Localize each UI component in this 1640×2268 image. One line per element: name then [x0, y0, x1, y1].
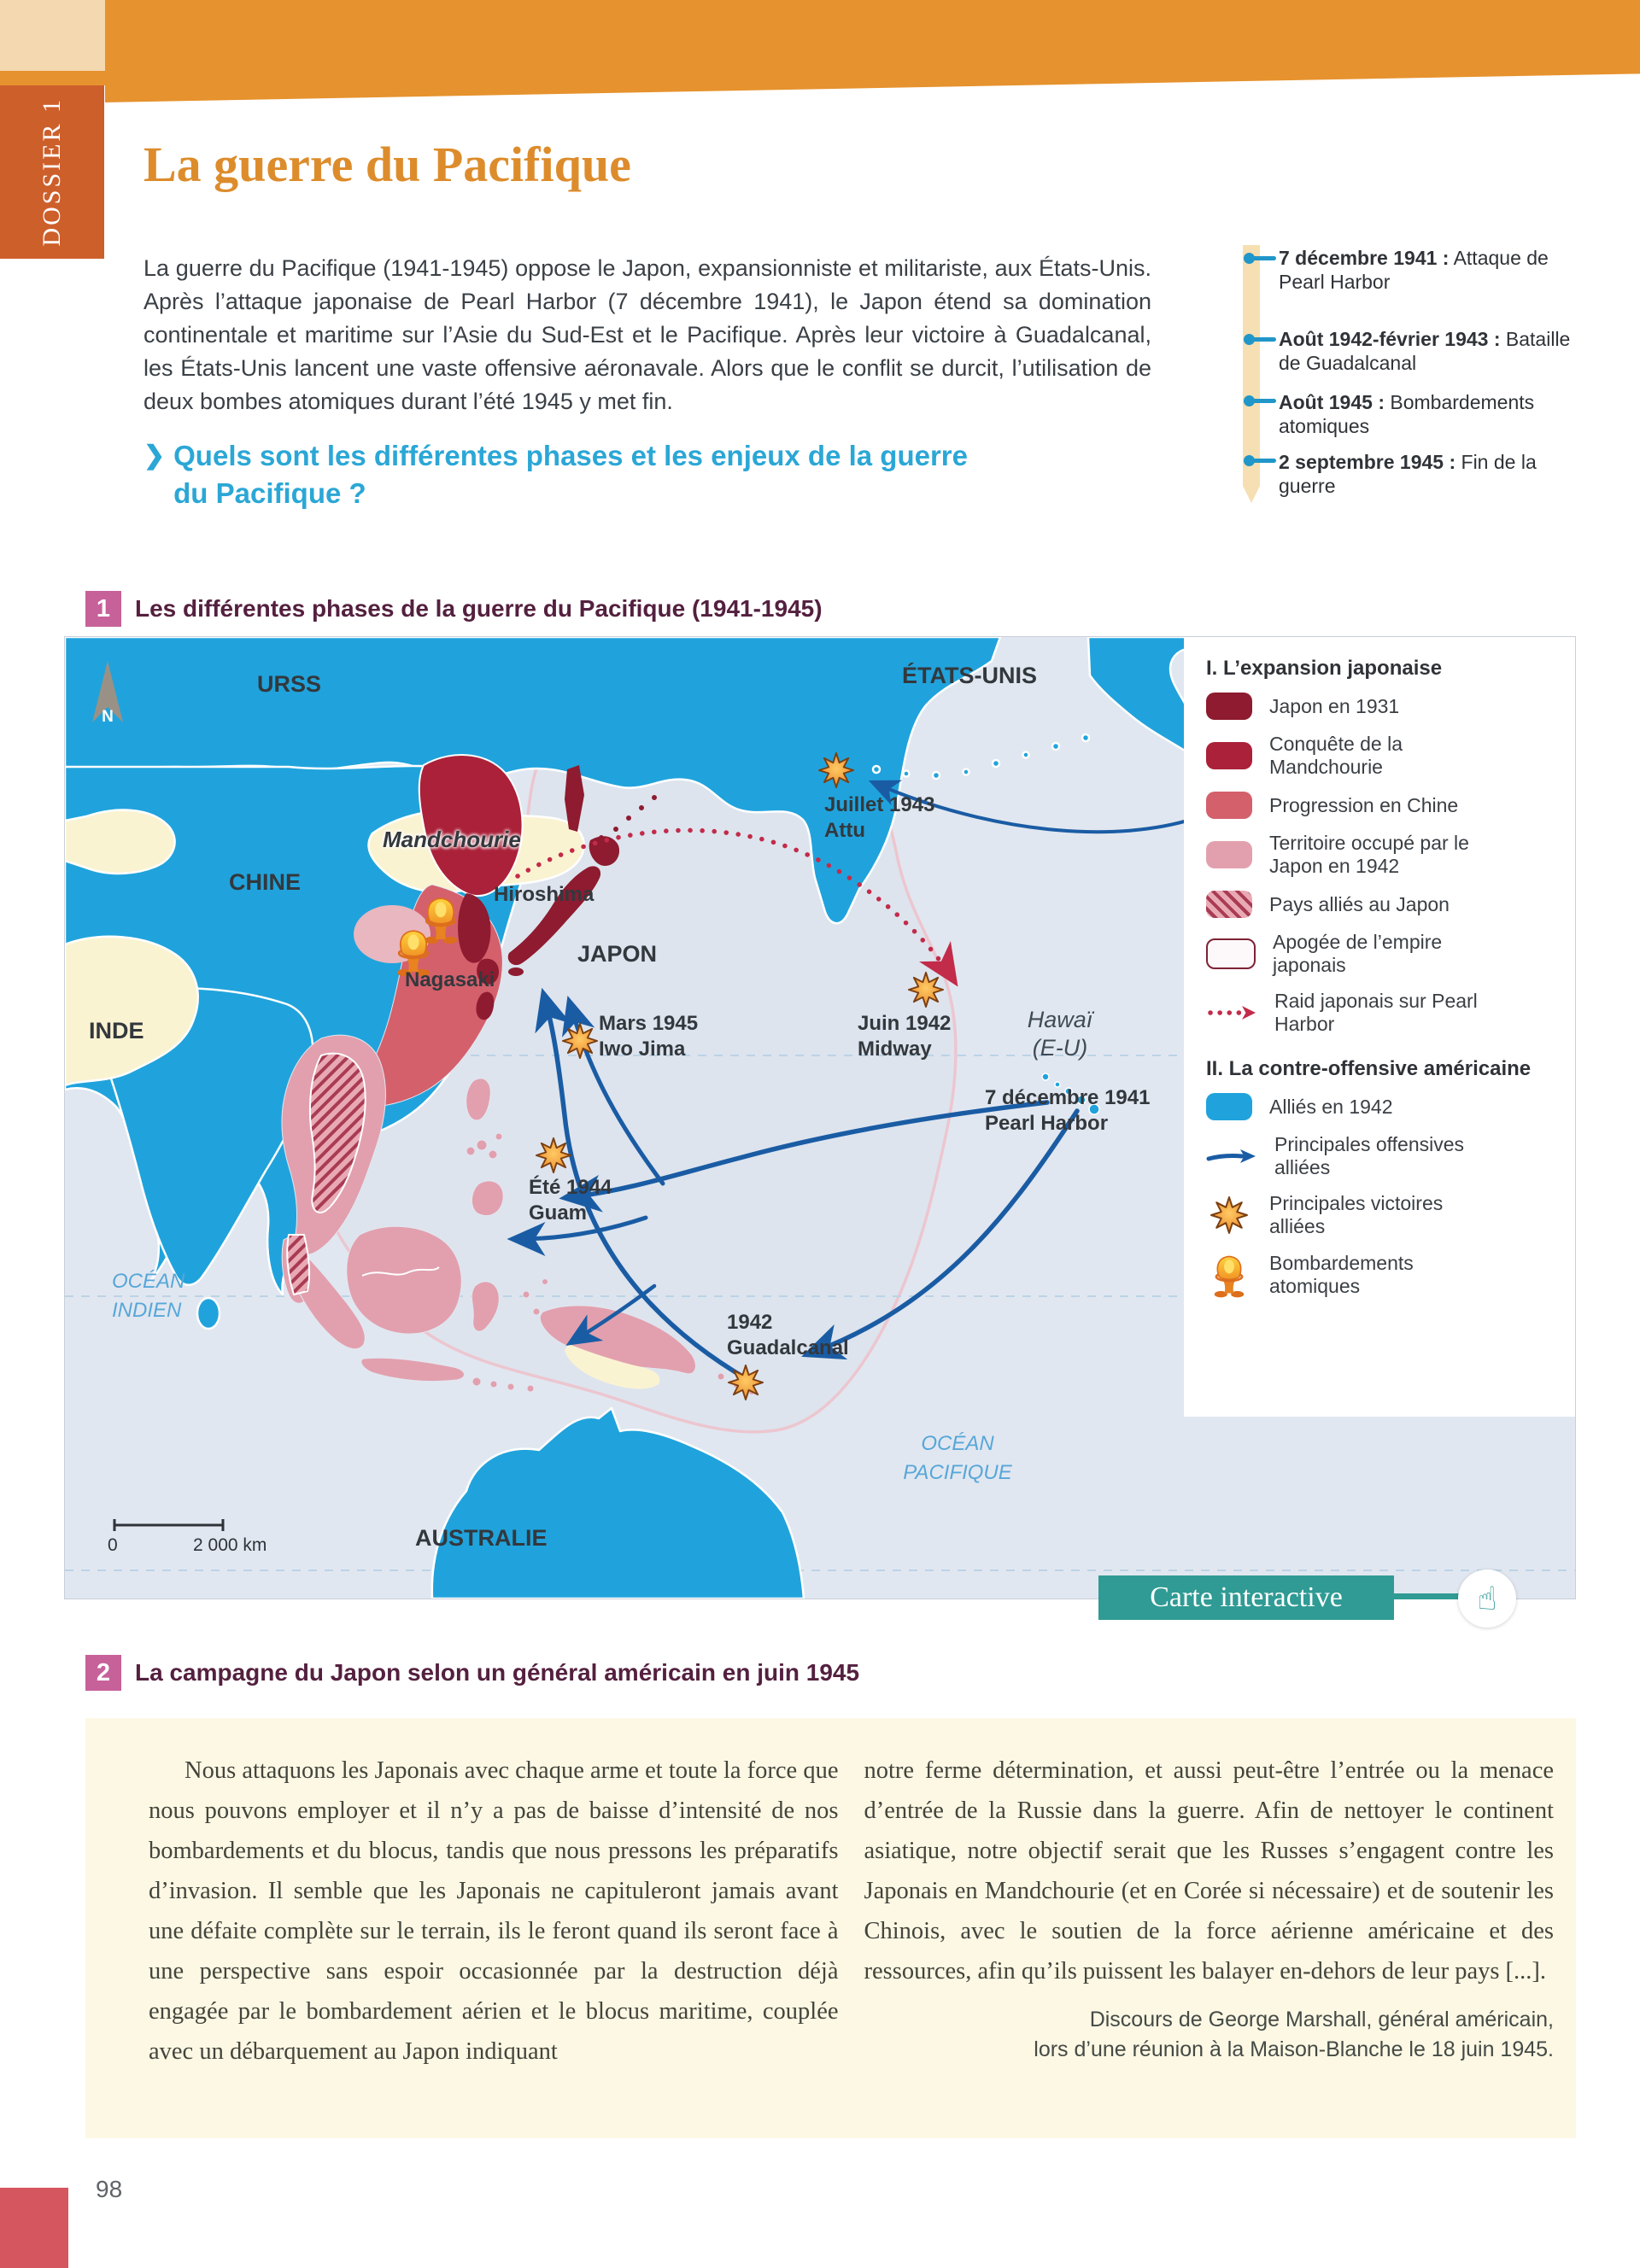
timeline-event [1279, 327, 1586, 375]
timeline-dot [1249, 337, 1276, 342]
timeline-dot [1249, 256, 1276, 260]
timeline-event [1279, 390, 1586, 438]
borneo [347, 1226, 461, 1334]
key-question [144, 437, 1151, 512]
dossier-label: DOSSIER 1 [38, 97, 66, 247]
legend-section2-title: II. La contre-offensive américaine [1206, 1057, 1532, 1080]
interactive-map-button[interactable]: Carte interactive [1098, 1575, 1394, 1620]
blue-offensive-arrow-icon [1206, 1145, 1257, 1167]
timeline-event-date: 7 décembre 1941 : [1279, 247, 1450, 269]
victory-star-attu [819, 753, 853, 787]
page-title: La guerre du Pacifique [144, 136, 631, 192]
question-line-2: du Pacifique ? [173, 477, 366, 509]
timeline-event-text: Bombardements atomiques [1279, 391, 1535, 437]
legend-item: Pays alliés au Japon [1206, 891, 1558, 918]
label-event-pearl-harbor: 7 décembre 1941 Pearl Harbor [985, 1086, 1151, 1135]
timeline-event-date: 2 septembre 1945 : [1279, 451, 1456, 473]
swatch-china-progression [1206, 792, 1252, 819]
scale-bar [114, 1519, 223, 1531]
victory-star-guadalcanal [729, 1365, 763, 1400]
page-number: 98 [96, 2176, 123, 2202]
timeline-event-text: Attaque de Pearl Harbor [1279, 247, 1549, 293]
shikoku [508, 967, 524, 976]
label-mandchourie: Mandchourie [383, 827, 521, 852]
label-hawai [1009, 1006, 1111, 1062]
footer-corner-decoration [0, 2188, 68, 2268]
victory-star-iwo-jima [563, 1024, 597, 1058]
label-australie: AUSTRALIE [415, 1525, 548, 1551]
swatch-allies-1942 [1206, 1093, 1252, 1120]
legend-item: Progression en Chine [1206, 792, 1558, 819]
doc2-title: La campagne du Japon selon un général américain en juin 1945 [135, 1659, 860, 1686]
swatch-manchuria [1206, 742, 1252, 769]
atomic-bomb-hiroshima-icon [425, 898, 457, 944]
legend-section1-title: I. L’expansion japonaise [1206, 657, 1443, 680]
doc1-number-badge: 1 [85, 591, 121, 627]
doc2-heading [85, 1655, 859, 1691]
header-band [105, 0, 1640, 102]
label-hiroshima: Hiroshima [494, 883, 594, 906]
quote-text-1: Nous attaquons les Japonais avec chaque arme et toute la force que nous pouvons employer et il n’y a pas de baisse d’intensité de nos bombardements et du blocus, tandis que nous pressons les préparatifs d’invasion. Il semble que les Japonais ne capituleront jamais avant une défaite complète sur le terrain, ils le feront quand ils seront face à une perspective sans espoir occasionnée par la destruction déjà engagée par le bombardement aérien et le blocus maritime, couplée avec un débarquement au Japon indiquant [149, 1757, 839, 2065]
label-urss: URSS [257, 671, 322, 697]
corner-decoration [0, 0, 105, 71]
legend-item: Alliés en 1942 [1206, 1093, 1558, 1120]
quote-attribution: Discours de George Marshall, général américain, lors d’une réunion à la Maison-Blanche le 18 juin 1945. [1034, 2008, 1554, 2061]
victory-star-icon [1206, 1195, 1252, 1235]
legend-item: Apogée de l’empire japonais [1206, 931, 1558, 977]
timeline-event-date: Août 1942-février 1943 : [1279, 328, 1501, 350]
label-hawai-line1: Hawaï [1027, 1007, 1093, 1032]
marshall-quote-document [85, 1718, 1576, 2138]
legend-item: Bombardements atomiques [1206, 1251, 1558, 1299]
interactive-map-connector [1392, 1593, 1461, 1599]
click-hand-icon: ☝ [1477, 1580, 1497, 1617]
timeline-event-text: Bataille de Guadalcanal [1279, 328, 1571, 374]
intro-paragraph: La guerre du Pacifique (1941-1945) oppose le Japon, expansionniste et militariste, aux États-Unis. Après l’attaque japonaise de Pearl Harbor (7 décembre 1941), le Japon étend sa domination continentale et maritime sur l’Asie du Sud-Est et le Pacifique. Après leur victoire à Guadalcanal, les États-Unis lancent une vaste offensive aéronavale. Alors que le conflit se durcit, l’utilisation de deux bombes atomiques durant l’été 1945 y met fin. [144, 255, 1151, 414]
swatch-japan-1931 [1206, 693, 1252, 720]
legend-item: Raid japonais sur Pearl Harbor [1206, 990, 1558, 1036]
victory-star-midway [909, 973, 943, 1007]
swatch-occupied-1942 [1206, 841, 1252, 868]
timeline-bar [1243, 245, 1260, 486]
legend-item: Japon en 1931 [1206, 693, 1558, 720]
malaya-hatched [287, 1235, 309, 1295]
scale-end-label: 2 000 km [193, 1535, 267, 1555]
corner-strip [0, 71, 105, 85]
map-legend [1184, 637, 1575, 1417]
interactive-map-click-target[interactable] [1458, 1569, 1516, 1628]
quote-text-2: notre ferme détermination, et aussi peut-être l’entrée ou la menace d’entrée de la Russie dans la guerre. Afin de nettoyer le continent asiatique, notre objectif serait que les Russes s’engagent contre les Japonais en Mandchourie (et en Corée si nécessaire) et de soutenir les Chinois, avec le soutien de la force aérienne américaine et des ressources, afin qu’ils puissent les balayer en-dehors de leur pays [...]. [864, 1757, 1554, 1984]
legend-item: Conquête de la Mandchourie [1206, 733, 1558, 779]
victory-star-guam [536, 1138, 571, 1172]
quote-column-2 [864, 1751, 1555, 2072]
pacific-war-map [64, 636, 1576, 1599]
dossier-tab [0, 85, 104, 259]
label-event-guam: Été 1944 Guam [529, 1176, 612, 1225]
label-etats-unis: ÉTATS-UNIS [902, 663, 1037, 688]
legend-item: Principales victoires alliées [1206, 1192, 1558, 1238]
label-ocean-indien: OCÉAN INDIEN [112, 1270, 185, 1322]
label-event-attu: Juillet 1943 Attu [824, 793, 935, 842]
legend-item: Principales offensives alliées [1206, 1133, 1558, 1179]
legend-item: Territoire occupé par le Japon en 1942 [1206, 832, 1558, 878]
chevron-icon: ❯ [144, 441, 166, 470]
label-hawai-line2: (E-U) [1032, 1035, 1088, 1061]
dotted-raid-arrow-icon [1206, 1002, 1257, 1024]
mindanao [472, 1181, 503, 1216]
label-event-midway: Juin 1942 Midway [858, 1012, 952, 1061]
quote-column-1 [149, 1751, 839, 2072]
label-japon: JAPON [577, 941, 658, 967]
timeline-dot [1249, 399, 1276, 403]
doc1-heading [85, 591, 823, 627]
timeline-dot [1249, 459, 1276, 463]
swatch-empire-apogee-outline [1206, 938, 1256, 969]
swatch-japan-allies-hatched [1206, 891, 1252, 918]
label-nagasaki: Nagasaki [405, 968, 495, 991]
label-event-iwo-jima: Mars 1945 Iwo Jima [599, 1012, 699, 1061]
australia-landmass [432, 1408, 804, 1599]
timeline-event [1279, 450, 1586, 498]
question-text [173, 437, 968, 512]
timeline-event-text: Fin de la guerre [1279, 451, 1537, 497]
central-asia-neutral [65, 810, 175, 874]
java [361, 1358, 465, 1381]
label-inde: INDE [89, 1018, 144, 1043]
label-chine: CHINE [229, 869, 302, 895]
label-ocean-pacifique: OCÉAN PACIFIQUE [903, 1432, 1012, 1484]
svg-text:N: N [102, 708, 114, 726]
timeline-arrow-point [1243, 486, 1260, 503]
timeline-event [1279, 246, 1586, 294]
doc1-title: Les différentes phases de la guerre du Pacifique (1941-1945) [135, 595, 823, 622]
doc2-number-badge: 2 [85, 1655, 121, 1691]
label-event-guadalcanal: 1942 Guadalcanal [727, 1311, 849, 1359]
scale-start-label: 0 [108, 1535, 118, 1555]
question-line-1: Quels sont les différentes phases et les enjeux de la guerre [173, 440, 968, 471]
atomic-bomb-icon [1206, 1251, 1252, 1299]
ceylon [197, 1298, 220, 1329]
timeline-event-date: Août 1945 : [1279, 391, 1385, 413]
